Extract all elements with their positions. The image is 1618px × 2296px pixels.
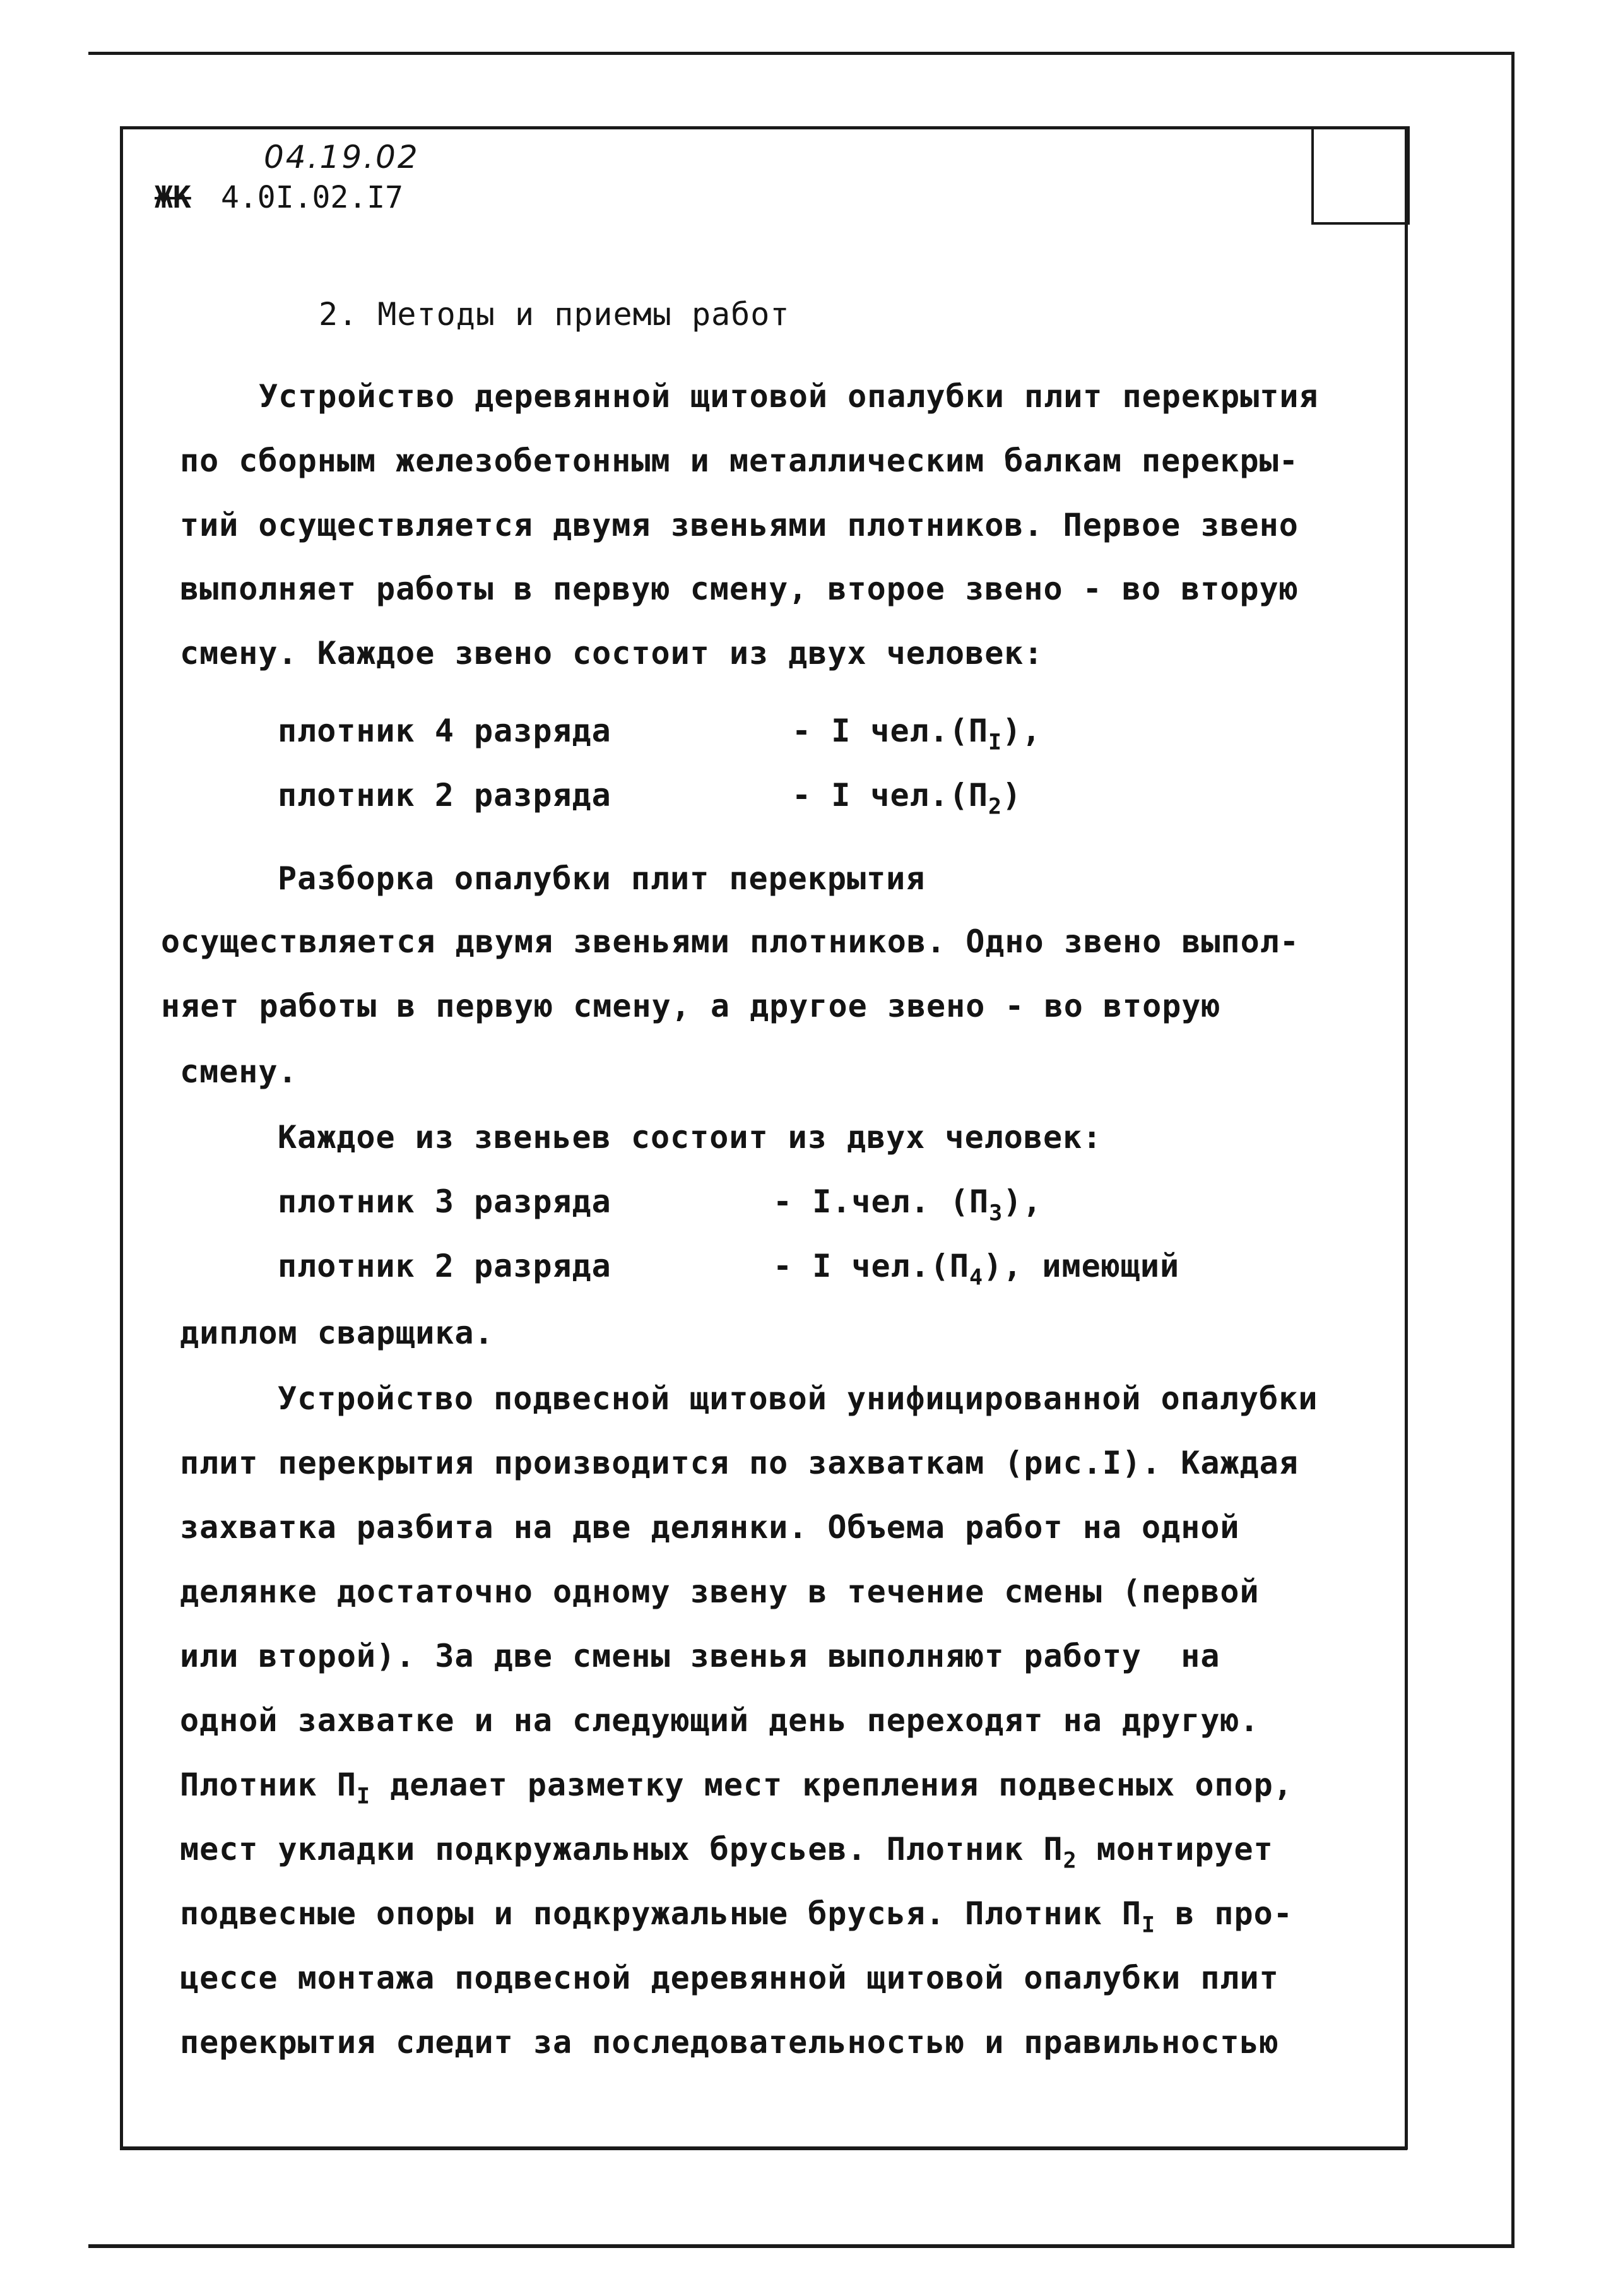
list-item-value: - I.чел. $(П_3)$, — [773, 1183, 1042, 1226]
list-item-label: плотник 4 разряда — [278, 713, 611, 749]
text-line: делянке достаточно одному звену в течение смены (первой — [180, 1573, 1260, 1610]
text-line: смену. — [180, 1053, 298, 1090]
text-line: мест укладки подкружальных брусьев. Плотник $П_2$ монтирует — [180, 1831, 1273, 1874]
document-code: 4.0I.02.I7 — [221, 180, 403, 215]
text-line: цессе монтажа подвесной деревянной щитовой опалубки плит — [180, 1960, 1279, 1996]
text-line: Устройство деревянной щитовой опалубки плит перекрытия — [259, 378, 1319, 415]
inner-frame-right — [1405, 126, 1408, 2150]
text-line: захватка разбита на две делянки. Объема работ на одной — [180, 1509, 1240, 1546]
text-line: тий осуществляется двумя звеньями плотников. Первое звено — [180, 507, 1299, 543]
text-line: смену. Каждое звено состоит из двух человек: — [180, 635, 1044, 672]
text-line: Каждое из звеньев состоит из двух человек: — [278, 1119, 1102, 1156]
inner-frame-top — [120, 126, 1407, 129]
text-line: няет работы в первую смену, а другое звено - во вторую — [161, 988, 1221, 1024]
corner-stamp-box — [1311, 126, 1410, 225]
inner-frame-left — [120, 126, 123, 2150]
text-line: подвесные опоры и подкружальные брусья. Плотник $П_I$ в про- — [180, 1895, 1293, 1938]
list-item-value: - I $чел.(П_2)$ — [792, 777, 1022, 820]
inner-frame-bottom — [120, 2146, 1407, 2150]
text-line: по сборным железобетонным и металлическим балкам перекры- — [180, 442, 1299, 479]
text-line: перекрытия следит за последовательностью и правильностью — [180, 2024, 1279, 2061]
text-line: выполняет работы в первую смену, второе звено - во вторую — [180, 571, 1299, 607]
handwritten-code: 04.19.02 — [264, 139, 420, 175]
section-title: 2. Методы и приемы работ — [319, 296, 790, 333]
list-item-label: плотник 3 разряда — [278, 1183, 611, 1220]
list-item-label: плотник 2 разряда — [278, 777, 611, 814]
text-line: Устройство подвесной щитовой унифицированной опалубки — [278, 1380, 1318, 1417]
outer-frame-right — [1511, 52, 1515, 2248]
text-line: диплом сварщика. — [180, 1315, 494, 1351]
text-line: одной захватке и на следующий день переходят на другую. — [180, 1702, 1260, 1739]
list-item-value: - I $чел.(П_I)$, — [792, 713, 1042, 755]
outer-frame-bottom — [88, 2244, 1515, 2248]
list-item-value: - I $чел.(П_4)$, имеющий — [773, 1248, 1180, 1291]
list-item-label: плотник 2 разряда — [278, 1248, 611, 1284]
text-line: осуществляется двумя звеньями плотников. Одно звено выпол- — [161, 923, 1299, 960]
strike-mark: ЖК — [155, 180, 191, 215]
outer-frame-top — [88, 52, 1515, 55]
text-line: плит перекрытия производится по захваткам (рис.I). Каждая — [180, 1445, 1299, 1481]
text-line: или второй). За две смены звенья выполняют работу на — [180, 1638, 1220, 1674]
text-line: Разборка опалубки плит перекрытия — [278, 860, 926, 897]
text-line: Плотник $П_I$ делает разметку мест крепления подвесных опор, — [180, 1766, 1293, 1809]
